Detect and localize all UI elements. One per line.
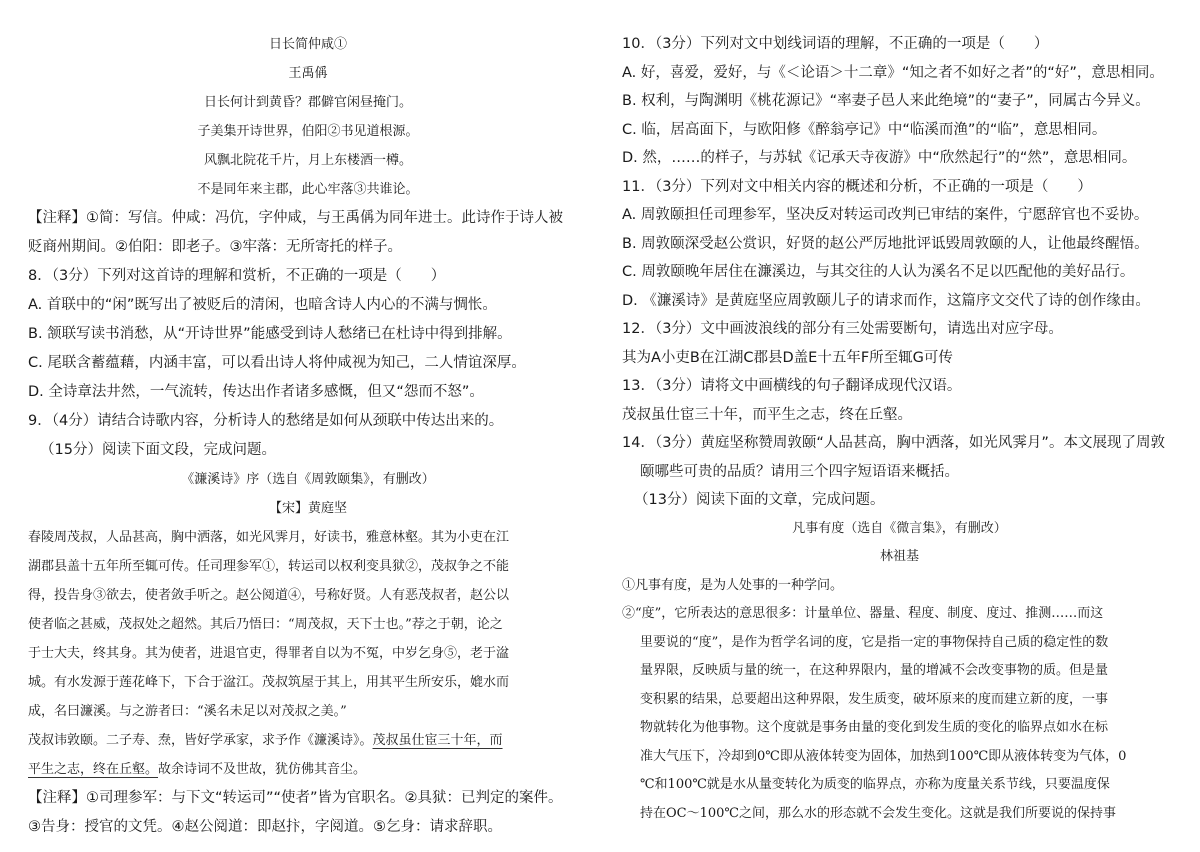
question-9: 9．（4分）请结合诗歌内容，分析诗人的愁绪是如何从颈联中传达出来的。: [28, 413, 504, 429]
poem-line: 不是同年来主郡，此心牢落③共谁论。: [197, 182, 419, 197]
essay-line: ②“度”，它所表达的意思很多：计量单位、器量、程度、制度、度过、推测……而这: [622, 606, 1104, 621]
q10-option-a: A. 好，喜爱，爱好，与《＜论语＞十二章》“知之者不如好之者”的“好”，意思相同。: [622, 64, 1164, 81]
prose-title: 《濂溪诗》序（选自《周敦颐集》，有删改）: [181, 472, 435, 487]
prose-text: 茂叔讳敦颐。二子寿、焘，皆好学承家，求予作《濂溪诗》。: [28, 733, 373, 748]
poem-line: 风飘北院花千片，月上东楼酒一樽。: [203, 153, 412, 168]
q11-option-c: C. 周敦颐晚年居住在濂溪边，与其交往的人认为溪名不足以匹配他的美好品行。: [622, 264, 1135, 280]
question-8: 8．（3分）下列对这首诗的理解和赏析，不正确的一项是（ ）: [28, 268, 446, 284]
question-14: 14．（3分）黄庭坚称赞周敦颐“人品甚高，胸中洒落，如光风霁月”。本文展现了周敦: [622, 435, 1165, 451]
poem-line: 子美集开诗世界，伯阳②书见道根源。: [197, 124, 419, 139]
prose-line: [28, 726, 588, 755]
prose-line: 于士大夫，终其身。其为使者，进退官吏，得罪者自以为不冤，中岁乞身⑤，老于湓: [28, 646, 510, 661]
q10-option-c: C. 临，居高面下，与欧阳修《醉翁亭记》中“临溪而渔”的“临”，意思相同。: [622, 121, 1107, 138]
prose-line: 湖郡县盖十五年所至辄可传。任司理参军①，转运司以权利变具狱②，茂叔争之不能: [28, 559, 510, 574]
poem-title: 日长简仲咸①: [268, 37, 347, 52]
prose-line: 得，投告身③欲去，使者敛手听之。赵公阅道④，号称好贤。人有恶茂叔者，赵公以: [28, 588, 510, 603]
reading-section-heading: （13分）阅读下面的文章，完成问题。: [634, 492, 885, 508]
q13-text: 茂叔虽仕宦三十年，而平生之志，终在丘壑。: [622, 406, 912, 423]
question-12: 12．（3分）文中画波浪线的部分有三处需要断句，请选出对应字母。: [622, 321, 1063, 337]
prose-line: 成，名曰濂溪。与之游者曰：“溪名未足以对茂叔之美。”: [28, 704, 347, 719]
q10-option-d: D. 然，……的样子，与苏轼《记承天寺夜游》中“欣然起行”的“然”，意思相同。: [622, 150, 1137, 166]
poem-note: 【注释】①简：写信。仲咸：冯伉，字仲咸，与王禹偁为同年进士。此诗作于诗人被: [28, 210, 563, 226]
underlined-sentence: 茂叔虽仕宦三十年，而: [372, 733, 503, 748]
prose-line: [28, 755, 588, 784]
essay-line: 里要说的“度”，是作为哲学名词的度，它是指一定的事物保持自己质的稳定性的数: [640, 634, 1109, 650]
question-13: 13．（3分）请将文中画横线的句子翻译成现代汉语。: [622, 378, 962, 394]
essay-line: ①凡事有度，是为人处事的一种学问。: [622, 577, 844, 593]
q8-option-d: D. 全诗章法井然，一气流转，传达出作者诸多感慨，但又“怨而不怒”。: [28, 384, 484, 400]
reading-section-heading: （15分）阅读下面文段，完成问题。: [40, 442, 276, 458]
poem-line: 日长何计到黄昏？郡僻官闲昼掩门。: [203, 95, 412, 110]
q11-option-a: A. 周敦颐担任司理参军，坚决反对转运司改判已审结的案件，宁愿辞官也不妥协。: [622, 207, 1149, 223]
prose-line: 使者临之甚威，茂叔处之超然。其后乃悟曰：“周茂叔，天下士也。”荐之于朝，论之: [28, 617, 503, 632]
essay-line: 准大气压下，冷却到0℃即从液体转变为固体，加热到100℃即从液体转变为气体，0: [640, 748, 1127, 764]
question-14-cont: 颐哪些可贵的品质？请用三个四字短语语来概括。: [640, 463, 959, 480]
right-column: [622, 30, 1177, 828]
prose-line: 城。有水发源于莲花峰下，下合于湓江。茂叔筑屋于其上，用其平生所安乐，媲水而: [28, 675, 510, 690]
essay-line: ℃和100℃就是水从量变转化为质变的临界点，亦称为度量关系节线，只要温度保: [640, 777, 1110, 792]
prose-author: 【宋】黄庭坚: [268, 501, 347, 516]
q8-option-c: C. 尾联含蓄蕴藉，内涵丰富，可以看出诗人将仲咸视为知己，二人情谊深厚。: [28, 355, 526, 371]
underlined-sentence: 平生之志，终在丘壑。: [28, 762, 159, 777]
q8-option-a: A. 首联中的“闲”既写出了被贬后的清闲，也暗含诗人内心的不满与惆怅。: [28, 297, 497, 313]
essay-line: 持在OC～100℃之间，那么水的形态就不会发生变化。这就是我们所要说的保持事: [640, 805, 1116, 821]
poem-note: 贬商州期间。②伯阳：即老子。③牢落：无所寄托的样子。: [28, 239, 402, 255]
left-column: [28, 30, 588, 842]
q12-text: 其为A小吏B在江湖C郡县D盖E十五年F所至辄G可传: [622, 349, 953, 366]
prose-text: 故余诗词不及世故，犹仿佛其音尘。: [158, 762, 367, 777]
poem-author: 王禹偁: [288, 66, 328, 81]
essay-line: 物就转化为他事物。这个度就是事务由量的变化到发生质的变化的临界点如水在标: [640, 720, 1109, 735]
essay-line: 变积累的结果，总要超出这种界限，发生质变，破坏原来的度而建立新的度，一事: [640, 691, 1109, 707]
prose-note: ③告身：授官的文凭。④赵公阅道：即赵抃，字阅道。⑤乞身：请求辞职。: [28, 819, 502, 835]
q8-option-b: B. 颔联写读书消愁，从“开诗世界”能感受到诗人愁绪已在杜诗中得到排解。: [28, 326, 512, 342]
question-11: 11．（3分）下列对文中相关内容的概述和分析，不正确的一项是（ ）: [622, 178, 1092, 195]
q10-option-b: B. 权利，与陶渊明《桃花源记》“率妻子邑人来此绝境”的“妻子”，同属古今异义。: [622, 93, 1150, 109]
prose-note: 【注释】①司理参军：与下文“转运司”“使者”皆为官职名。②具狱：已判定的案件。: [28, 790, 563, 806]
prose-line: 春陵周茂叔，人品甚高，胸中洒落，如光风霁月，好读书，雅意林壑。其为小吏在江: [28, 530, 510, 545]
essay-author: 林祖基: [879, 549, 919, 564]
question-10: 10．（3分）下列对文中划线词语的理解，不正确的一项是（ ）: [622, 36, 1049, 52]
q11-option-b: B. 周敦颐深受赵公赏识，好贤的赵公严厉地批评诋毁周敦颐的人，让他最终醒悟。: [622, 235, 1149, 252]
essay-title: 凡事有度（选自《微言集》，有删改）: [792, 520, 1007, 536]
essay-line: 量界限，反映质与量的统一，在这种界限内，量的增减不会改变事物的质。但是量: [640, 663, 1109, 678]
q11-option-d: D. 《濂溪诗》是黄庭坚应周敦颐儿子的请求而作，这篇序文交代了诗的创作缘由。: [622, 292, 1150, 309]
